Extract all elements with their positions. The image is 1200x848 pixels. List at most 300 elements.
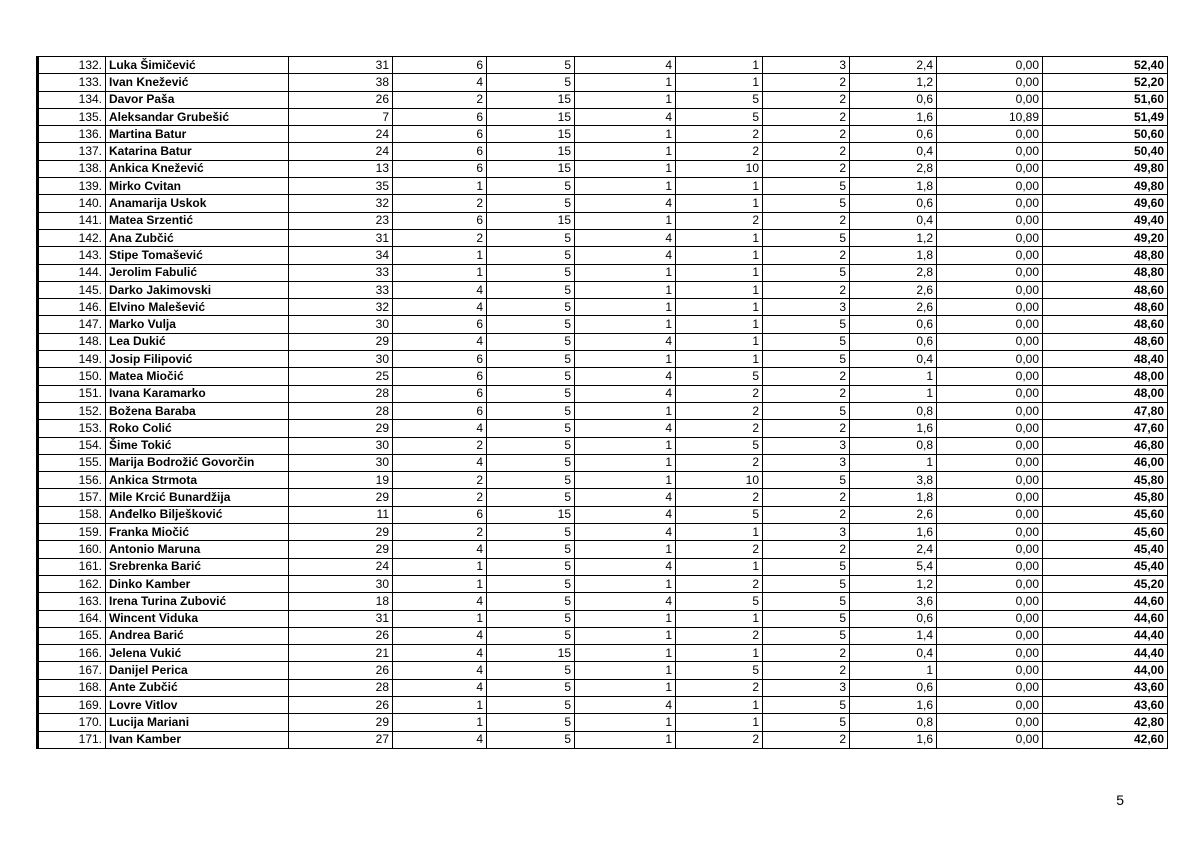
cell-col-10: 0,00	[937, 714, 1043, 731]
cell-name: Roko Colić	[106, 420, 289, 437]
cell-col-5: 5	[487, 299, 575, 316]
cell-col-4: 6	[393, 402, 487, 419]
cell-col-6: 1	[575, 316, 676, 333]
cell-total: 51,60	[1043, 91, 1168, 108]
table-row	[38, 368, 1168, 385]
cell-col-3: 33	[289, 264, 393, 281]
cell-col-9: 1,8	[850, 489, 937, 506]
cell-col-3: 11	[289, 506, 393, 523]
cell-total: 48,60	[1043, 299, 1168, 316]
cell-col-10: 0,00	[937, 489, 1043, 506]
cell-col-3: 30	[289, 437, 393, 454]
cell-col-7: 1	[676, 351, 763, 368]
table-row	[38, 195, 1168, 212]
cell-col-6: 1	[575, 126, 676, 143]
cell-col-9: 1,8	[850, 178, 937, 195]
cell-name: Matea Srzentić	[106, 212, 289, 229]
table-row	[38, 437, 1168, 454]
cell-col-10: 0,00	[937, 143, 1043, 160]
cell-col-7: 5	[676, 506, 763, 523]
cell-col-5: 5	[487, 229, 575, 246]
cell-col-4: 4	[393, 281, 487, 298]
cell-col-8: 5	[763, 402, 850, 419]
cell-col-8: 5	[763, 610, 850, 627]
cell-col-6: 1	[575, 645, 676, 662]
table-row	[38, 541, 1168, 558]
cell-total: 52,20	[1043, 74, 1168, 91]
cell-col-5: 5	[487, 662, 575, 679]
table-row	[38, 575, 1168, 592]
cell-name: Ivana Karamarko	[106, 385, 289, 402]
cell-rank: 151.	[38, 385, 106, 402]
cell-col-7: 1	[676, 57, 763, 74]
cell-col-8: 2	[763, 662, 850, 679]
cell-col-9: 1	[850, 385, 937, 402]
cell-col-9: 1	[850, 454, 937, 471]
cell-col-6: 4	[575, 593, 676, 610]
cell-col-10: 0,00	[937, 679, 1043, 696]
cell-total: 44,60	[1043, 593, 1168, 610]
cell-col-9: 0,6	[850, 91, 937, 108]
cell-col-8: 2	[763, 420, 850, 437]
cell-col-5: 5	[487, 74, 575, 91]
cell-col-3: 28	[289, 402, 393, 419]
cell-rank: 143.	[38, 247, 106, 264]
table-row	[38, 126, 1168, 143]
cell-col-5: 5	[487, 247, 575, 264]
table-row	[38, 385, 1168, 402]
cell-col-7: 5	[676, 437, 763, 454]
cell-name: Ivan Kamber	[106, 731, 289, 748]
cell-col-4: 2	[393, 489, 487, 506]
table-row	[38, 627, 1168, 644]
cell-col-5: 5	[487, 316, 575, 333]
cell-col-5: 5	[487, 437, 575, 454]
cell-col-7: 1	[676, 696, 763, 713]
cell-col-6: 1	[575, 91, 676, 108]
cell-col-7: 2	[676, 541, 763, 558]
cell-total: 48,60	[1043, 316, 1168, 333]
ranking-sheet	[36, 56, 1168, 749]
cell-col-10: 0,00	[937, 178, 1043, 195]
cell-col-5: 5	[487, 402, 575, 419]
cell-col-7: 2	[676, 627, 763, 644]
cell-col-7: 1	[676, 281, 763, 298]
cell-col-8: 5	[763, 714, 850, 731]
cell-name: Mirko Cvitan	[106, 178, 289, 195]
cell-col-3: 34	[289, 247, 393, 264]
table-row	[38, 91, 1168, 108]
cell-total: 45,40	[1043, 558, 1168, 575]
cell-col-6: 1	[575, 143, 676, 160]
cell-col-10: 0,00	[937, 696, 1043, 713]
cell-col-4: 6	[393, 57, 487, 74]
cell-col-7: 2	[676, 420, 763, 437]
cell-col-4: 1	[393, 610, 487, 627]
table-row	[38, 281, 1168, 298]
table-row	[38, 610, 1168, 627]
cell-rank: 147.	[38, 316, 106, 333]
cell-col-9: 0,8	[850, 437, 937, 454]
cell-col-3: 7	[289, 108, 393, 125]
cell-rank: 138.	[38, 160, 106, 177]
cell-col-7: 2	[676, 126, 763, 143]
cell-col-10: 0,00	[937, 368, 1043, 385]
cell-col-5: 5	[487, 264, 575, 281]
cell-total: 49,80	[1043, 178, 1168, 195]
cell-rank: 167.	[38, 662, 106, 679]
table-row	[38, 264, 1168, 281]
cell-col-7: 1	[676, 558, 763, 575]
cell-name: Davor Paša	[106, 91, 289, 108]
table-row	[38, 506, 1168, 523]
cell-col-6: 4	[575, 489, 676, 506]
cell-col-5: 15	[487, 91, 575, 108]
cell-total: 49,40	[1043, 212, 1168, 229]
cell-total: 46,80	[1043, 437, 1168, 454]
cell-total: 44,40	[1043, 627, 1168, 644]
cell-name: Anđelko Bilješković	[106, 506, 289, 523]
cell-col-4: 6	[393, 108, 487, 125]
cell-total: 43,60	[1043, 679, 1168, 696]
cell-col-3: 26	[289, 696, 393, 713]
cell-col-3: 30	[289, 575, 393, 592]
cell-col-3: 32	[289, 195, 393, 212]
cell-col-4: 4	[393, 731, 487, 748]
ranking-table	[36, 56, 1168, 749]
cell-col-6: 1	[575, 74, 676, 91]
cell-total: 49,60	[1043, 195, 1168, 212]
cell-rank: 132.	[38, 57, 106, 74]
cell-col-8: 2	[763, 160, 850, 177]
cell-col-7: 1	[676, 333, 763, 350]
cell-col-3: 24	[289, 558, 393, 575]
table-row	[38, 420, 1168, 437]
cell-col-9: 3,6	[850, 593, 937, 610]
cell-col-3: 31	[289, 57, 393, 74]
cell-col-6: 1	[575, 541, 676, 558]
cell-col-7: 1	[676, 247, 763, 264]
cell-col-10: 0,00	[937, 541, 1043, 558]
cell-col-7: 10	[676, 160, 763, 177]
cell-col-5: 5	[487, 575, 575, 592]
cell-col-4: 6	[393, 351, 487, 368]
table-row	[38, 524, 1168, 541]
cell-col-4: 1	[393, 575, 487, 592]
cell-col-4: 4	[393, 74, 487, 91]
cell-name: Darko Jakimovski	[106, 281, 289, 298]
cell-col-4: 1	[393, 264, 487, 281]
cell-rank: 140.	[38, 195, 106, 212]
cell-col-7: 5	[676, 662, 763, 679]
cell-col-7: 1	[676, 610, 763, 627]
cell-col-6: 1	[575, 437, 676, 454]
cell-col-10: 0,00	[937, 575, 1043, 592]
cell-col-9: 1,6	[850, 420, 937, 437]
cell-col-6: 1	[575, 610, 676, 627]
cell-rank: 162.	[38, 575, 106, 592]
cell-col-10: 0,00	[937, 264, 1043, 281]
cell-rank: 139.	[38, 178, 106, 195]
cell-rank: 142.	[38, 229, 106, 246]
cell-col-7: 2	[676, 731, 763, 748]
cell-col-10: 0,00	[937, 385, 1043, 402]
cell-col-3: 35	[289, 178, 393, 195]
cell-rank: 135.	[38, 108, 106, 125]
cell-total: 45,80	[1043, 472, 1168, 489]
cell-col-8: 3	[763, 299, 850, 316]
cell-col-9: 0,4	[850, 351, 937, 368]
table-row	[38, 489, 1168, 506]
cell-col-10: 0,00	[937, 126, 1043, 143]
cell-col-10: 0,00	[937, 212, 1043, 229]
cell-col-6: 1	[575, 160, 676, 177]
cell-col-6: 1	[575, 281, 676, 298]
cell-col-9: 1	[850, 662, 937, 679]
cell-total: 50,40	[1043, 143, 1168, 160]
cell-col-8: 5	[763, 229, 850, 246]
table-row	[38, 143, 1168, 160]
table-row	[38, 299, 1168, 316]
cell-col-4: 1	[393, 558, 487, 575]
cell-col-3: 29	[289, 714, 393, 731]
cell-col-7: 5	[676, 108, 763, 125]
cell-col-4: 6	[393, 385, 487, 402]
cell-col-7: 2	[676, 143, 763, 160]
cell-col-5: 5	[487, 524, 575, 541]
cell-name: Ana Zubčić	[106, 229, 289, 246]
cell-col-6: 1	[575, 402, 676, 419]
cell-total: 50,60	[1043, 126, 1168, 143]
cell-name: Danijel Perica	[106, 662, 289, 679]
cell-name: Franka Miočić	[106, 524, 289, 541]
cell-total: 44,40	[1043, 645, 1168, 662]
cell-total: 45,80	[1043, 489, 1168, 506]
cell-col-9: 0,6	[850, 333, 937, 350]
cell-col-9: 0,6	[850, 679, 937, 696]
cell-col-6: 1	[575, 627, 676, 644]
cell-col-8: 5	[763, 472, 850, 489]
cell-col-5: 5	[487, 489, 575, 506]
cell-col-6: 1	[575, 714, 676, 731]
cell-rank: 148.	[38, 333, 106, 350]
table-row	[38, 714, 1168, 731]
cell-col-3: 27	[289, 731, 393, 748]
cell-name: Božena Baraba	[106, 402, 289, 419]
cell-col-6: 4	[575, 696, 676, 713]
cell-name: Srebrenka Barić	[106, 558, 289, 575]
cell-col-4: 4	[393, 420, 487, 437]
table-row	[38, 731, 1168, 748]
cell-rank: 136.	[38, 126, 106, 143]
cell-col-10: 0,00	[937, 610, 1043, 627]
cell-col-7: 1	[676, 316, 763, 333]
cell-col-10: 0,00	[937, 316, 1043, 333]
cell-col-10: 0,00	[937, 454, 1043, 471]
cell-col-6: 4	[575, 524, 676, 541]
cell-rank: 153.	[38, 420, 106, 437]
cell-col-7: 2	[676, 489, 763, 506]
cell-col-4: 2	[393, 229, 487, 246]
cell-rank: 144.	[38, 264, 106, 281]
cell-col-8: 2	[763, 506, 850, 523]
cell-col-5: 5	[487, 679, 575, 696]
cell-col-10: 0,00	[937, 506, 1043, 523]
cell-col-3: 29	[289, 524, 393, 541]
cell-col-10: 0,00	[937, 299, 1043, 316]
cell-col-7: 5	[676, 91, 763, 108]
cell-col-3: 25	[289, 368, 393, 385]
cell-col-3: 28	[289, 679, 393, 696]
cell-col-6: 4	[575, 558, 676, 575]
cell-col-10: 0,00	[937, 351, 1043, 368]
cell-name: Antonio Maruna	[106, 541, 289, 558]
cell-col-5: 15	[487, 143, 575, 160]
cell-col-5: 15	[487, 212, 575, 229]
cell-col-8: 2	[763, 212, 850, 229]
cell-total: 48,40	[1043, 351, 1168, 368]
cell-col-5: 5	[487, 420, 575, 437]
cell-total: 48,00	[1043, 385, 1168, 402]
cell-col-5: 5	[487, 57, 575, 74]
table-row	[38, 316, 1168, 333]
cell-col-3: 24	[289, 126, 393, 143]
cell-col-8: 5	[763, 593, 850, 610]
cell-col-6: 1	[575, 731, 676, 748]
cell-col-5: 5	[487, 178, 575, 195]
cell-col-6: 1	[575, 299, 676, 316]
cell-total: 44,60	[1043, 610, 1168, 627]
cell-col-9: 2,6	[850, 281, 937, 298]
cell-col-5: 5	[487, 472, 575, 489]
cell-rank: 163.	[38, 593, 106, 610]
cell-rank: 141.	[38, 212, 106, 229]
cell-col-10: 0,00	[937, 627, 1043, 644]
cell-col-4: 4	[393, 333, 487, 350]
cell-name: Šime Tokić	[106, 437, 289, 454]
cell-rank: 164.	[38, 610, 106, 627]
cell-total: 42,60	[1043, 731, 1168, 748]
cell-col-7: 2	[676, 402, 763, 419]
cell-col-8: 2	[763, 645, 850, 662]
cell-col-8: 2	[763, 91, 850, 108]
cell-col-8: 2	[763, 74, 850, 91]
cell-col-4: 4	[393, 645, 487, 662]
cell-col-7: 1	[676, 524, 763, 541]
cell-col-3: 19	[289, 472, 393, 489]
cell-col-4: 2	[393, 437, 487, 454]
cell-total: 48,60	[1043, 333, 1168, 350]
cell-name: Lovre Vitlov	[106, 696, 289, 713]
cell-col-9: 1,8	[850, 247, 937, 264]
cell-total: 45,20	[1043, 575, 1168, 592]
cell-rank: 158.	[38, 506, 106, 523]
cell-col-7: 1	[676, 195, 763, 212]
cell-col-8: 5	[763, 558, 850, 575]
cell-col-9: 0,8	[850, 402, 937, 419]
cell-col-5: 5	[487, 195, 575, 212]
cell-col-6: 1	[575, 178, 676, 195]
cell-name: Luka Šimičević	[106, 57, 289, 74]
cell-col-4: 6	[393, 212, 487, 229]
cell-col-3: 30	[289, 316, 393, 333]
cell-col-8: 3	[763, 524, 850, 541]
cell-col-5: 5	[487, 541, 575, 558]
cell-name: Ante Zubčić	[106, 679, 289, 696]
cell-total: 51,49	[1043, 108, 1168, 125]
cell-name: Irena Turina Zubović	[106, 593, 289, 610]
cell-rank: 134.	[38, 91, 106, 108]
cell-total: 45,40	[1043, 541, 1168, 558]
cell-col-7: 1	[676, 229, 763, 246]
cell-rank: 159.	[38, 524, 106, 541]
cell-col-9: 1,2	[850, 74, 937, 91]
cell-total: 47,80	[1043, 402, 1168, 419]
cell-col-5: 5	[487, 558, 575, 575]
cell-col-4: 4	[393, 679, 487, 696]
cell-col-5: 5	[487, 610, 575, 627]
cell-rank: 133.	[38, 74, 106, 91]
cell-col-8: 2	[763, 489, 850, 506]
cell-col-8: 5	[763, 333, 850, 350]
cell-col-9: 1,4	[850, 627, 937, 644]
cell-col-6: 4	[575, 247, 676, 264]
cell-col-4: 1	[393, 696, 487, 713]
cell-rank: 169.	[38, 696, 106, 713]
cell-total: 48,80	[1043, 264, 1168, 281]
cell-total: 47,60	[1043, 420, 1168, 437]
cell-col-8: 2	[763, 143, 850, 160]
cell-col-6: 1	[575, 454, 676, 471]
cell-col-5: 5	[487, 731, 575, 748]
cell-name: Matea Miočić	[106, 368, 289, 385]
cell-name: Marko Vulja	[106, 316, 289, 333]
cell-col-7: 1	[676, 299, 763, 316]
cell-col-3: 26	[289, 627, 393, 644]
cell-name: Wincent Viduka	[106, 610, 289, 627]
page-number: 5	[1116, 792, 1124, 808]
cell-name: Marija Bodrožić Govorčin	[106, 454, 289, 471]
cell-name: Mile Krcić Bunardžija	[106, 489, 289, 506]
cell-col-5: 5	[487, 385, 575, 402]
cell-col-9: 0,6	[850, 126, 937, 143]
cell-col-7: 1	[676, 264, 763, 281]
cell-col-7: 5	[676, 368, 763, 385]
cell-col-5: 5	[487, 627, 575, 644]
cell-col-9: 2,6	[850, 299, 937, 316]
table-row	[38, 212, 1168, 229]
cell-col-10: 0,00	[937, 662, 1043, 679]
cell-col-10: 0,00	[937, 229, 1043, 246]
cell-col-4: 2	[393, 472, 487, 489]
cell-col-10: 0,00	[937, 593, 1043, 610]
cell-col-8: 2	[763, 368, 850, 385]
cell-col-10: 0,00	[937, 57, 1043, 74]
cell-rank: 166.	[38, 645, 106, 662]
cell-name: Jelena Vukić	[106, 645, 289, 662]
cell-total: 42,80	[1043, 714, 1168, 731]
cell-col-8: 2	[763, 541, 850, 558]
cell-rank: 145.	[38, 281, 106, 298]
cell-total: 43,60	[1043, 696, 1168, 713]
cell-col-3: 30	[289, 454, 393, 471]
cell-total: 48,80	[1043, 247, 1168, 264]
table-row	[38, 178, 1168, 195]
table-row	[38, 351, 1168, 368]
cell-col-9: 1,6	[850, 524, 937, 541]
cell-name: Elvino Malešević	[106, 299, 289, 316]
cell-col-9: 0,4	[850, 212, 937, 229]
